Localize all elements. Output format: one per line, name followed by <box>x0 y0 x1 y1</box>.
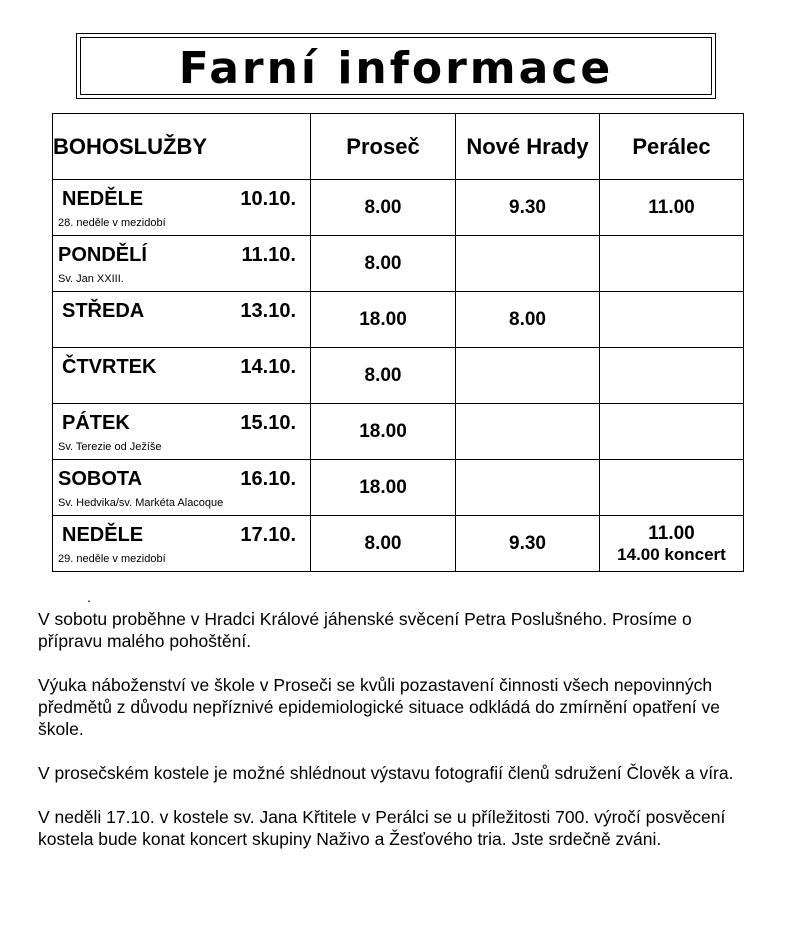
day-cell <box>53 516 311 572</box>
time-cell <box>600 292 744 348</box>
day-date: 15.10. <box>240 412 296 434</box>
day-date: 11.10. <box>241 244 296 266</box>
time-cell <box>456 236 600 292</box>
mass-time: 11.00 <box>648 522 695 544</box>
time-cell <box>311 292 456 348</box>
day-note: Sv. Jan XXIII. <box>58 273 124 285</box>
schedule-row <box>53 516 744 572</box>
schedule-row <box>53 460 744 516</box>
time-cell <box>456 180 600 236</box>
day-note: Sv. Terezie od Ježíše <box>58 441 162 453</box>
mass-time: 8.00 <box>364 196 402 218</box>
mass-time: 18.00 <box>359 420 407 442</box>
time-cell <box>311 348 456 404</box>
day-name: STŘEDA <box>62 300 145 322</box>
day-date: 17.10. <box>240 524 296 546</box>
title-frame-inner <box>80 37 712 95</box>
day-date: 10.10. <box>240 188 296 210</box>
stray-dot: . <box>87 589 91 605</box>
time-cell <box>600 180 744 236</box>
time-cell <box>600 516 744 572</box>
time-cell <box>456 460 600 516</box>
day-name: PONDĚLÍ <box>58 244 147 266</box>
time-cell <box>311 460 456 516</box>
notices-section <box>38 608 758 872</box>
day-name: PÁTEK <box>62 412 130 434</box>
day-name: NEDĚLE <box>62 524 144 546</box>
mass-time: 14.00 koncert <box>617 544 726 564</box>
time-cell <box>456 404 600 460</box>
schedule-row <box>53 180 744 236</box>
time-cell <box>600 404 744 460</box>
time-cell <box>456 348 600 404</box>
schedule-row <box>53 236 744 292</box>
day-name: ČTVRTEK <box>62 356 157 378</box>
schedule-table <box>52 113 744 572</box>
header-place-prosec: Proseč <box>311 114 456 180</box>
notice-paragraph: V prosečském kostele je možné shlédnout výstavu fotografií členů sdružení Člověk a víra. <box>38 763 734 783</box>
mass-time: 9.30 <box>509 532 546 554</box>
mass-time: 18.00 <box>359 308 407 330</box>
day-date: 16.10. <box>240 468 296 490</box>
mass-time: 8.00 <box>364 252 402 274</box>
day-date: 14.10. <box>240 356 296 378</box>
time-cell <box>311 180 456 236</box>
header-place-nove-hrady: Nové Hrady <box>456 114 600 180</box>
time-cell <box>456 292 600 348</box>
mass-time: 8.00 <box>364 532 402 554</box>
schedule-row <box>53 404 744 460</box>
day-cell <box>53 292 311 348</box>
mass-time: 8.00 <box>364 364 402 386</box>
time-cell <box>456 516 600 572</box>
schedule-row <box>53 292 744 348</box>
day-cell <box>53 404 311 460</box>
time-cell <box>600 236 744 292</box>
day-note: Sv. Hedvika/sv. Markéta Alacoque <box>58 497 224 509</box>
day-cell <box>53 460 311 516</box>
mass-time: 9.30 <box>509 196 546 218</box>
title-frame <box>76 33 716 99</box>
time-cell <box>311 516 456 572</box>
day-cell <box>53 180 311 236</box>
time-cell <box>311 404 456 460</box>
notice-paragraph: V sobotu proběhne v Hradci Králové jáhenské svěcení Petra Poslušného. Prosíme o přípravu malého pohoštění. <box>38 609 692 651</box>
mass-time: 8.00 <box>509 308 546 330</box>
page-title: Farní informace <box>178 43 614 94</box>
time-cell <box>600 460 744 516</box>
header-place-peralec: Perálec <box>600 114 744 180</box>
day-name: SOBOTA <box>58 468 143 490</box>
day-cell <box>53 236 311 292</box>
mass-time: 18.00 <box>359 476 407 498</box>
notice-paragraph: V neděli 17.10. v kostele sv. Jana Křtitele v Perálci se u příležitosti 700. výročí posvěcení kostela bude konat koncert skupiny Naživo a Žesťového tria. Jste srdečně zváni. <box>38 807 726 849</box>
mass-time: 11.00 <box>648 196 695 218</box>
time-cell <box>311 236 456 292</box>
day-note: 29. neděle v mezidobí <box>58 553 166 565</box>
schedule-row <box>53 348 744 404</box>
day-date: 13.10. <box>240 300 296 322</box>
notice-paragraph: Výuka náboženství ve škole v Proseči se kvůli pozastavení činnosti všech nepovinných předmětů z důvodu nepříznivé epidemiologické situace odkládá do zmírnění opatření ve škole. <box>38 675 720 739</box>
day-name: NEDĚLE <box>62 188 144 210</box>
table-header-row <box>53 114 744 180</box>
header-label: BOHOSLUŽBY <box>53 114 311 180</box>
day-cell <box>53 348 311 404</box>
day-note: 28. neděle v mezidobí <box>58 217 166 229</box>
time-cell <box>600 348 744 404</box>
